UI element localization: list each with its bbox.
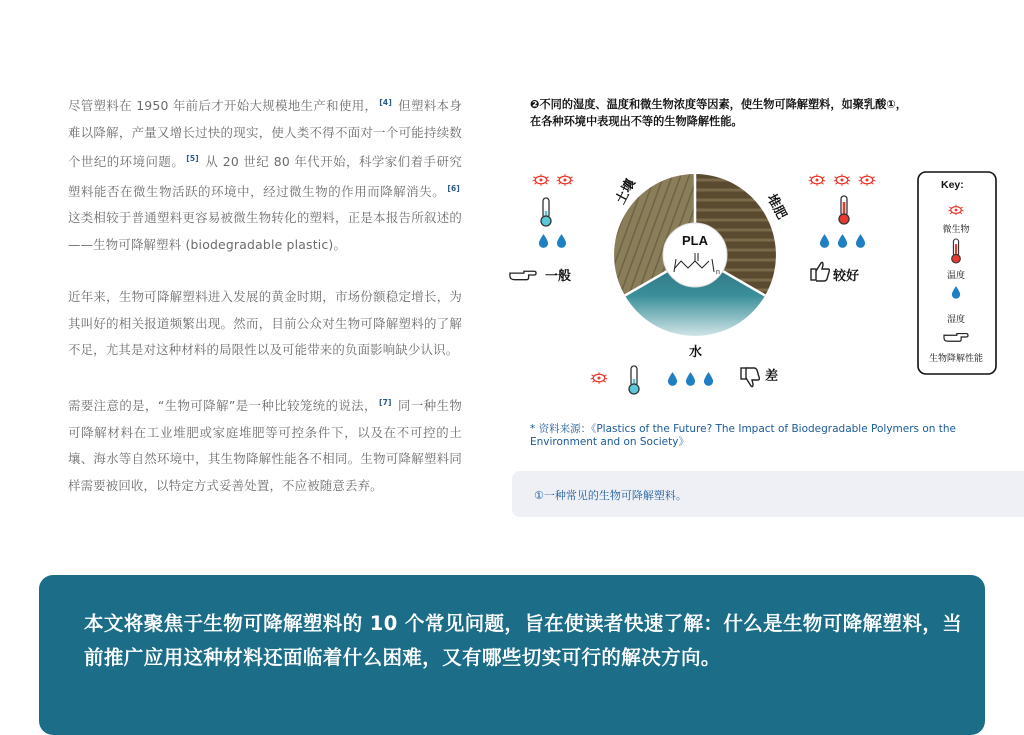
figure-source: * 资料来源：《Plastics of the Future? The Impact of Biodegradable Polymers on the Environment and on Society》 bbox=[530, 423, 956, 448]
body-text-column bbox=[68, 90, 462, 525]
water-rating: 差 bbox=[765, 369, 779, 384]
microbe-icon bbox=[557, 174, 574, 186]
thumbs-up-icon bbox=[811, 262, 829, 281]
pla-degradation-figure bbox=[505, 165, 1005, 405]
thermometer-icon bbox=[629, 366, 639, 394]
citation-ref[interactable]: [7] bbox=[378, 397, 392, 407]
compost-conditions bbox=[809, 174, 876, 284]
key-microbe-label: 微生物 bbox=[942, 225, 970, 235]
thermometer-icon bbox=[839, 196, 849, 224]
figure-key bbox=[918, 172, 996, 374]
paragraph-caution bbox=[68, 390, 462, 499]
key-biodegradability-label: 生物降解性能 bbox=[928, 354, 984, 364]
footnote-box bbox=[512, 471, 1024, 517]
pointing-hand-icon bbox=[510, 271, 536, 279]
text-run: 尽管塑料在 1950 年前后才开始大规模地生产和使用， bbox=[68, 98, 378, 114]
text-run: 这类相较于普通塑料更容易被微生物转化的塑料，正是本报告所叙述的——生物可降解塑料 (biodegradable plastic)。 bbox=[68, 210, 462, 252]
water-drop-icon bbox=[686, 372, 695, 386]
summary-text: 本文将聚焦于生物可降解塑料的 10 个常见问题，旨在使读者快速了解：什么是生物可降解塑料，当前推广应用这种材料还面临着什么困难，又有哪些切实可行的解决方向。 bbox=[84, 612, 963, 669]
paragraph-market: 近年来，生物可降解塑料进入发展的黄金时期，市场份额稳定增长，为其叫好的相关报道频繁出现。然而，目前公众对生物可降解塑料的了解不足，尤其是对这种材料的局限性以及可能带来的负面影响缺少认识。 bbox=[68, 289, 462, 358]
water-drop-icon bbox=[704, 372, 713, 386]
figure-title-line: 在各种环境中表现出不等的生物降解性能。 bbox=[530, 115, 743, 128]
water-drop-icon bbox=[820, 234, 829, 248]
soil-conditions bbox=[510, 174, 573, 284]
key-humidity-label: 湿度 bbox=[946, 315, 966, 325]
figure-title bbox=[530, 96, 950, 130]
thermometer-icon bbox=[952, 239, 961, 263]
pla-label: PLA bbox=[682, 233, 708, 248]
water-drop-icon bbox=[668, 372, 677, 386]
microbe-icon bbox=[809, 174, 826, 186]
microbe-icon bbox=[834, 174, 851, 186]
text-run: 但塑料本身难以降解，产量又增长过快的现实，使人类不得不面对一个可能持续数个世纪的环境问题。 bbox=[68, 98, 463, 170]
thermometer-icon bbox=[541, 198, 551, 226]
water-drop-icon bbox=[838, 234, 847, 248]
compost-rating: 较好 bbox=[833, 269, 860, 284]
citation-ref[interactable]: [4] bbox=[379, 98, 392, 107]
thumbs-down-icon bbox=[741, 368, 759, 387]
environment-pie bbox=[614, 174, 776, 336]
water-label: 水 bbox=[689, 345, 703, 360]
soil-label: 土壤 bbox=[613, 176, 639, 207]
water-drop-icon bbox=[856, 234, 865, 248]
soil-rating: 一般 bbox=[545, 269, 572, 284]
citation-ref[interactable]: [5] bbox=[186, 154, 199, 164]
text-run: 同一种生物可降解材料在工业堆肥或家庭堆肥等可控条件下，以及在不可控的土壤、海水等自然环境中，其生物降解性能各不相同。生物可降解塑料同样需要被回收，以特定方式妥善处置，不应被随意丢弃。 bbox=[68, 398, 462, 493]
citation-ref[interactable]: [6] bbox=[447, 183, 460, 193]
microbe-icon bbox=[859, 174, 876, 186]
key-temperature-label: 温度 bbox=[946, 271, 966, 281]
key-title: Key: bbox=[941, 179, 964, 191]
microbe-icon bbox=[591, 372, 608, 384]
paragraph-history bbox=[68, 90, 462, 258]
pla-figure-svg bbox=[505, 165, 1005, 405]
summary-banner bbox=[39, 575, 985, 735]
compost-label: 堆肥 bbox=[763, 191, 789, 222]
text-run: 从 20 世纪 80 年代开始，科学家们着手研究塑料能否在微生物活跃的环境中，经过微生物的作用而降解消失。 bbox=[68, 154, 462, 199]
water-drop-icon bbox=[539, 234, 548, 248]
water-drop-icon bbox=[557, 234, 566, 248]
text-run: 需要注意的是，“生物可降解”是一种比较笼统的说法， bbox=[68, 398, 377, 413]
footnote-text: ①一种常见的生物可降解塑料。 bbox=[534, 489, 687, 502]
figure-title-line: ❷不同的湿度、温度和微生物浓度等因素，使生物可降解塑料，如聚乳酸①， bbox=[530, 98, 907, 111]
water-conditions bbox=[591, 366, 778, 394]
microbe-icon bbox=[533, 174, 550, 186]
formula-subscript: n bbox=[716, 269, 720, 276]
